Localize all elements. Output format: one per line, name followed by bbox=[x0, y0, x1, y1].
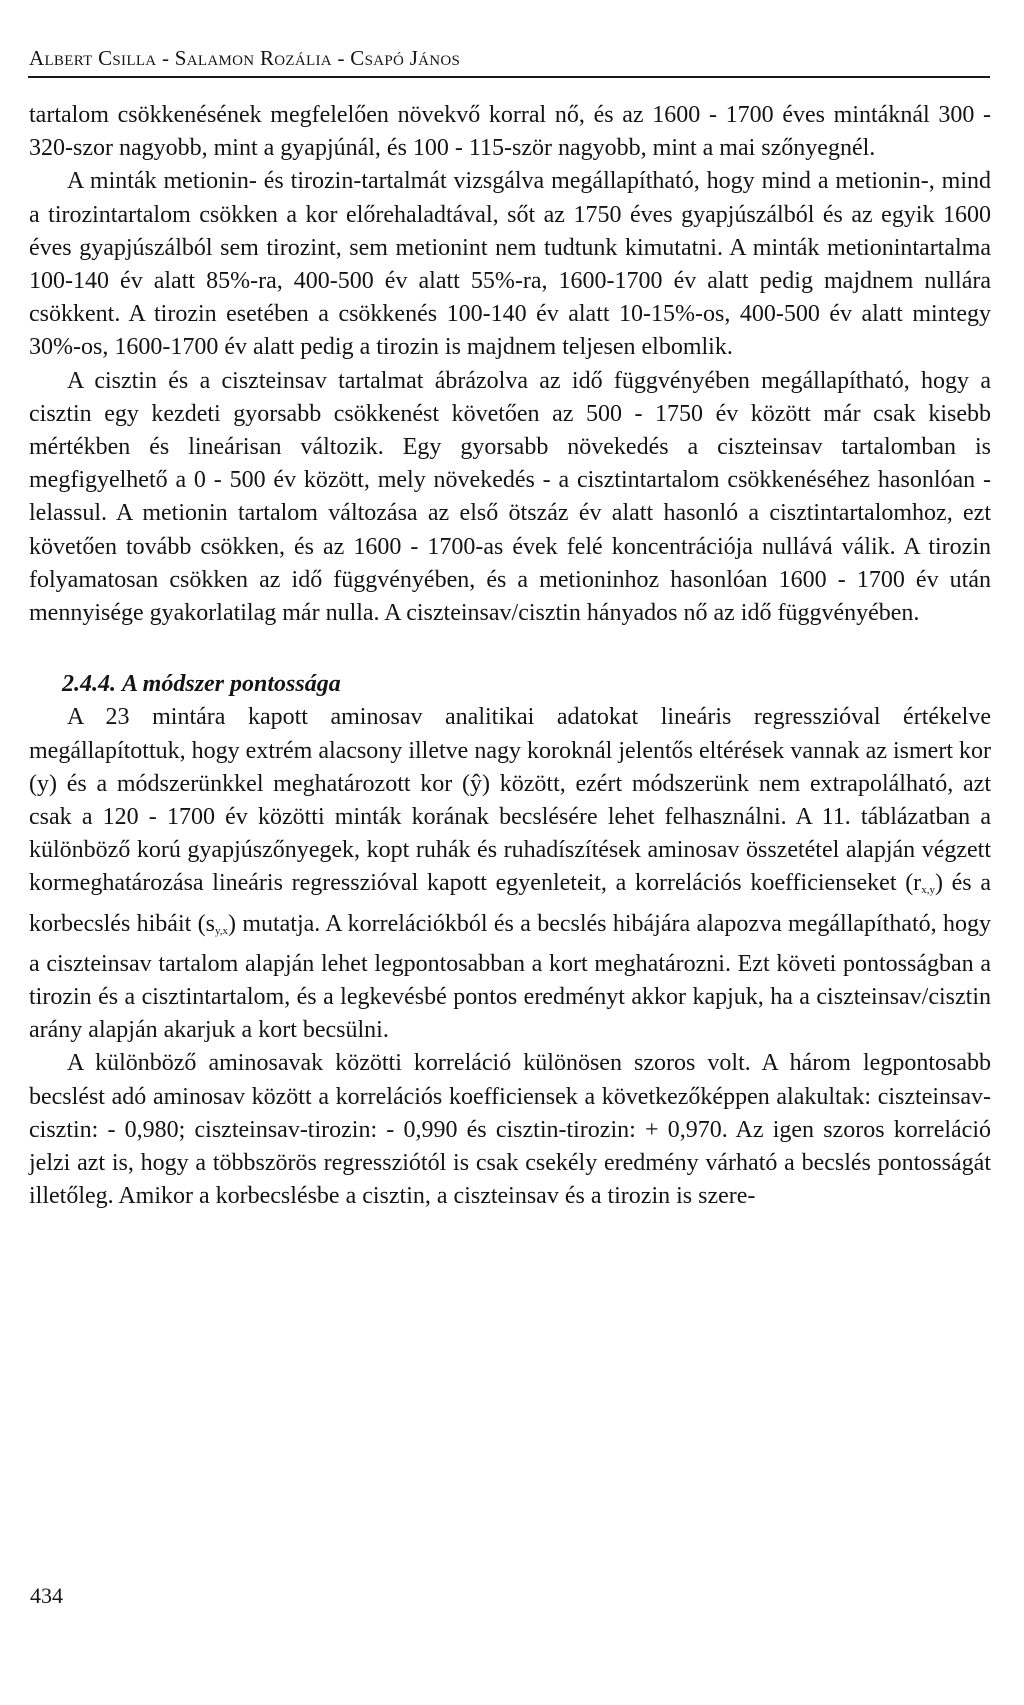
correlation-subscript: x,y bbox=[921, 884, 935, 897]
paragraph-method-accuracy bbox=[29, 701, 991, 1047]
running-header: Albert Csilla - Salamon Rozália - Csapó János bbox=[29, 46, 461, 70]
page-number: 434 bbox=[30, 1583, 63, 1608]
paragraph-text-part-3: ) mutatja. A korrelációkból és a becslés hibájára alapozva megállapítható, hogy a ciszteinsav tartalom alapján lehet legpontosabban a kort meghatározni. Ezt követi pontosságban a tirozin és a cisztintartalom, és a legkevésbé pontos eredményt akkor kapjuk, ha a ciszteinsav/cisztin arány alapján akarjuk a kort becsülni. bbox=[29, 910, 991, 1044]
section-heading bbox=[29, 668, 991, 701]
error-subscript: y,x bbox=[214, 924, 228, 937]
body-text bbox=[29, 99, 991, 1214]
paragraph-cystine-cysteic-acid: A cisztin és a ciszteinsav tartalmat ábrázolva az idő függvényében megállapítható, hogy a cisztin egy kezdeti gyorsabb csökkenést követően az 500 - 1750 év között már csak kisebb mértékben és lineárisan változik. Egy gyorsabb növekedés a ciszteinsav tartalomban is megfigyelhető a 0 - 500 év között, mely növekedés - a cisztintartalom csökkenéséhez hasonlóan - lelassul. A metionin tartalom változása az első ötszáz év alatt hasonló a cisztintartalomhoz, ezt követően tovább csökken, és az 1600 - 1700-as évek felé koncentrációja nullává válik. A tirozin folyamatosan csökken az idő függvényében, és a metioninhoz hasonlóan 1600 - 1700 év után mennyisége gyakorlatilag már nulla. A ciszteinsav/cisztin hányados nő az idő függvényében. bbox=[29, 367, 991, 627]
paragraph-text-part-1: A 23 mintára kapott aminosav analitikai adatokat lineáris regresszióval értékelve megállapítottuk, hogy extrém alacsony illetve nagy koroknál jelentős eltérések vannak az ismert kor (y) és a módszerünkkel meghatározott kor (ŷ) között, ezért módszerünk nem extrapolálható, azt csak a 120 - 1700 év közötti minták korának becslésére lehet felhasználni. A 11. táblázatban a különböző korú gyapjúszőnyegek, kopt ruhák és ruhadíszítések aminosav összetétel alapján végzett kormeghatározása lineáris regresszióval kapott egyenleteit, a korrelációs koefficienseket (r bbox=[29, 704, 991, 897]
header-rule bbox=[28, 76, 990, 78]
section-number: 2.4.4. bbox=[62, 671, 116, 698]
paragraph-methionine-tyrosine: A minták metionin- és tirozin-tartalmát vizsgálva megállapítható, hogy mind a metionin-, mind a tirozintartalom csökken a kor előrehaladtával, sőt az 1750 éves gyapjúszálból és az egyik 1600 éves gyapjúszálból sem tirozint, sem metionint nem tudtunk kimutatni. A minták metionintartalma 100-140 év alatt 85%-ra, 400-500 év alatt 55%-ra, 1600-1700 év alatt pedig majdnem nullára csökkent. A tirozin esetében a csökkenés 100-140 év alatt 10-15%-os, 400-500 év alatt mintegy 30%-os, 1600-1700 év alatt pedig a tirozin is majdnem teljesen elbomlik. bbox=[29, 168, 991, 361]
paragraph-continuation: tartalom csökkenésének megfelelően növekvő korral nő, és az 1600 - 1700 éves mintáknál 300 - 320-szor nagyobb, mint a gyapjúnál, és 100 - 115-ször nagyobb, mint a mai szőnyegnél. bbox=[29, 102, 991, 162]
paragraph-correlation: A különböző aminosavak közötti korreláció különösen szoros volt. A három legpontosabb becslést adó aminosav között a korrelációs koefficiensek a következőképpen alakultak: ciszteinsav-cisztin: - 0,980; ciszteinsav-tirozin: - 0,990 és cisztin-tirozin: + 0,970. Az igen szoros korreláció jelzi azt is, hogy a többszörös regressziótól is csak csekély eredmény várható a becslés pontosságát illetőleg. Amikor a korbecslésbe a cisztin, a ciszteinsav és a tirozin is szere- bbox=[29, 1050, 991, 1210]
section-title: A módszer pontossága bbox=[122, 671, 341, 698]
paragraph-text-part-2: ) és a korbecslés hibáit (s bbox=[29, 870, 991, 937]
